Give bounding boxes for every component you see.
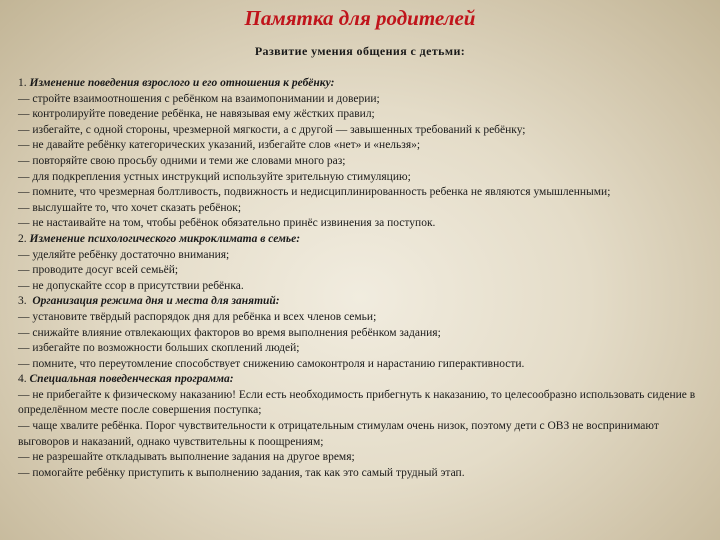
list-item: — не давайте ребёнку категорических указаний, избегайте слов «нет» и «нельзя»; <box>18 139 421 152</box>
list-item: — не разрешайте откладывать выполнение задания на другое время; <box>18 451 355 464</box>
list-item: — чаще хвалите ребёнка. Порог чувствительности к отрицательным стимулам очень низок, поэтому дети с ОВЗ не воспринимают выговоров и наказаний, однако чувствительны к поощрениям; <box>18 420 659 448</box>
list-item: — выслушайте то, что хочет сказать ребёнок; <box>18 201 242 214</box>
list-item: — повторяйте свою просьбу одними и теми же словами много раз; <box>18 154 346 167</box>
page-subtitle: Развитие умения общения с детьми: <box>254 44 466 58</box>
section-number: 2. <box>18 232 27 245</box>
list-item: — не допускайте ссор в присутствии ребёнка. <box>18 279 244 292</box>
list-item: — помните, что переутомление способствует снижению самоконтроля и нарастанию гиперактивности. <box>18 357 525 370</box>
memo-content <box>18 76 708 481</box>
section-heading-text: Изменение поведения взрослого и его отношения к ребёнку: <box>29 77 335 89</box>
page-title: Памятка для родителей <box>244 6 476 30</box>
section-heading <box>18 294 708 310</box>
list-item: — не прибегайте к физическому наказанию! Если есть необходимость прибегнуть к наказанию, то целесообразно использовать сидение в определённом месте после совершения поступка; <box>18 388 696 417</box>
section-number: 4. <box>18 373 27 386</box>
section-heading <box>18 372 708 388</box>
section-heading-text: Организация режима дня и места для занятий: <box>32 295 280 308</box>
list-item: — стройте взаимоотношения с ребёнком на взаимопонимании и доверии; <box>18 92 380 105</box>
list-item: — уделяйте ребёнку достаточно внимания; <box>18 248 230 261</box>
list-item: — для подкрепления устных инструкций используйте зрительную стимуляцию; <box>18 170 411 183</box>
list-item: — помогайте ребёнку приступить к выполнению задания, так как это самый трудный этап. <box>18 466 465 479</box>
list-item: — установите твёрдый распорядок дня для ребёнка и всех членов семьи; <box>18 310 377 323</box>
section-heading-text: Специальная поведенческая программа: <box>29 373 234 386</box>
section-heading <box>18 232 708 248</box>
list-item: — помните, что чрезмерная болтливость, подвижность и недисциплинированность ребенка не являются умышленными; <box>18 186 611 199</box>
section-heading <box>18 76 708 92</box>
list-item: — проводите досуг всей семьёй; <box>18 264 179 277</box>
list-item: — не настаивайте на том, чтобы ребёнок обязательно принёс извинения за поступок. <box>18 217 436 230</box>
list-item: — контролируйте поведение ребёнка, не навязывая ему жёстких правил; <box>18 108 375 121</box>
list-item: — снижайте влияние отвлекающих факторов во время выполнения ребёнком задания; <box>18 326 441 339</box>
section-number: 3. <box>18 295 27 308</box>
list-item: — избегайте, с одной стороны, чрезмерной мягкости, а с другой — завышенных требований к ребёнку; <box>18 123 526 136</box>
section-heading-text: Изменение психологического микроклимата в семье: <box>29 232 301 245</box>
list-item: — избегайте по возможности больших скоплений людей; <box>18 342 300 355</box>
section-number: 1. <box>18 77 27 89</box>
